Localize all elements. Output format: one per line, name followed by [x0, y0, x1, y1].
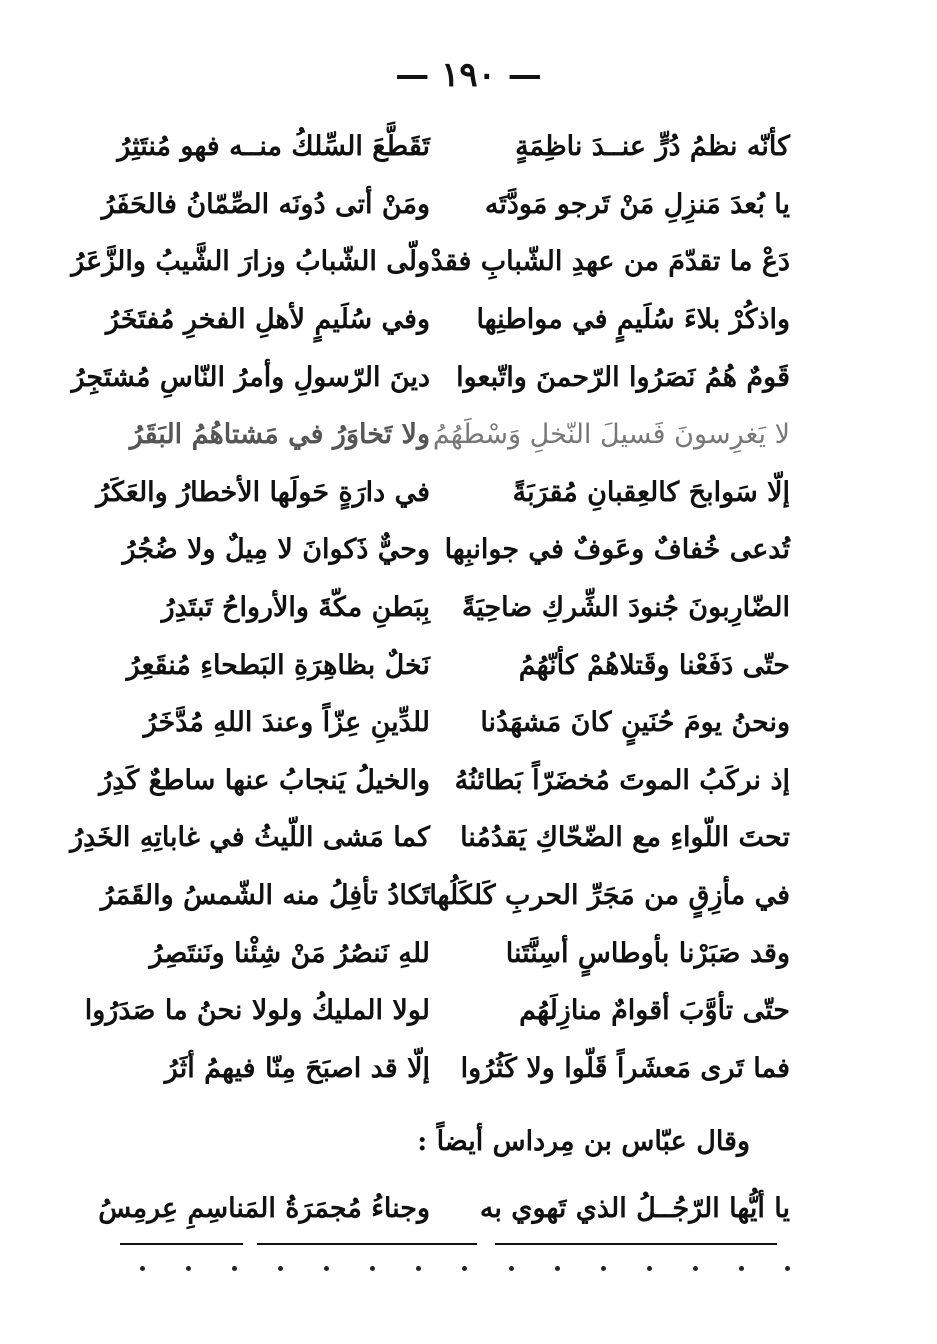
verse-first-hemistich: إلّا سَوابحَ كالعِقبانِ مُقرَبَةً: [512, 476, 790, 508]
verse-row: [100, 867, 790, 925]
poem: [70, 118, 790, 1097]
dot: [555, 1266, 560, 1271]
verse-first-hemistich: يا أيُّها الرّجُــلُ الذي تَهوي به: [479, 1192, 790, 1224]
verse-first-hemistich: يا بُعدَ مَنزِلِ مَنْ تَرجو مَودَّتَه: [484, 188, 790, 220]
verse-row: [105, 291, 790, 349]
verse-first-hemistich: لا يَغرِسونَ فَسيلَ النّخلِ وَسْطَهُمُ: [432, 419, 790, 451]
verse-row: [70, 809, 790, 867]
verse-first-hemistich: قَومٌ هُمُ نَصَرُوا الرّحمنَ واتّبعوا: [456, 361, 790, 393]
dot: [693, 1266, 698, 1271]
verse-second-hemistich: كما مَشى اللّيثُ في غاباتِهِ الخَدِرُ: [70, 822, 430, 854]
verse-second-hemistich: دينَ الرّسولِ وأمرُ النّاسِ مُشتَجِرُ: [71, 361, 430, 393]
dot: [739, 1266, 744, 1271]
dot: [509, 1266, 514, 1271]
dot: [324, 1266, 329, 1271]
verse-row: [110, 406, 790, 464]
verse-row: [110, 1040, 790, 1098]
verse-first-hemistich: واذكُرْ بلاءَ سُلَيمٍ في مواطنِها: [476, 304, 790, 336]
verse-second-hemistich: وفي سُلَيمٍ لأهلِ الفخرِ مُفتَخَرُ: [105, 304, 430, 336]
verse-second-hemistich: إلّا قد اصبَحَ مِنّا فيهمُ أثَرُ: [164, 1052, 430, 1084]
verse-row: [99, 752, 790, 810]
verse-second-hemistich: والخيلُ يَنجابُ عنها ساطعٌ كَدِرُ: [99, 764, 430, 796]
verse-second-hemistich: للدِّينِ عِزّاً وعندَ اللهِ مُدَّخَرُ: [143, 707, 430, 739]
dot: [416, 1266, 421, 1271]
verse-second-hemistich: ولا تَخاوَرُ في مَشتاهُمُ البَقَرُ: [129, 419, 430, 451]
poem-introduction: وقال عبّاس بن مِرداس أيضاً :: [417, 1126, 750, 1157]
verse-second-hemistich: وحيٌّ ذَكوانَ لا مِيلٌ ولا ضُجُرُ: [122, 534, 430, 566]
verse-second-hemistich: للهِ نَنصُرُ مَنْ شِئْنا ونَنتَصِرُ: [149, 937, 430, 969]
dot: [647, 1266, 652, 1271]
verse-second-hemistich: لولا المليكُ ولولا نحنُ ما صَدَرُوا: [84, 995, 430, 1027]
verse-second-hemistich: ومَنْ أتى دُونَه الصِّمّانُ فالحَفَرُ: [101, 188, 430, 220]
verse-first-hemistich: حتّى دَفَعْنا وقَتلاهُمْ كأنّهُمُ: [518, 649, 790, 681]
page-number: — ١٩٠ —: [395, 55, 542, 95]
verse-row: [96, 464, 790, 522]
verse-row: [71, 348, 790, 406]
verse-second-hemistich: تَقَطَّعَ السِّلكُ منــه فهو مُنتَثِرُ: [117, 131, 430, 163]
verse-row: [71, 233, 790, 291]
verse-second-hemistich: نَخلٌ بظاهِرَةِ البَطحاءِ مُنقَعِرُ: [126, 649, 430, 681]
footer-dots: [140, 1266, 790, 1271]
verse-first-hemistich: دَعْ ما تقدّمَ من عهدِ الشّبابِ فقدْ: [430, 246, 790, 278]
dot: [785, 1266, 790, 1271]
verse-row: [110, 924, 790, 982]
verse-first-hemistich: إذ نركَبُ الموتَ مُخضَرّاً بَطائنُهُ: [454, 764, 790, 796]
verse-first-hemistich: حتّى تأوَّبَ أقوامٌ منازِلَهُم: [519, 995, 790, 1027]
verse-first-hemistich: في مأزِقٍ من مَجَرِّ الحربِ كَلكَلُها: [429, 880, 790, 912]
verse-first-hemistich: ونحنُ يومَ حُنَينٍ كانَ مَشهَدُنا: [480, 707, 790, 739]
verse-second-hemistich: تَكادُ تأفِلُ منه الشّمسُ والقَمَرُ: [100, 880, 430, 912]
verse-first-hemistich: كأنّه نظمُ دُرٍّ عنــدَ ناظِمَةٍ: [515, 131, 790, 163]
verse-first-hemistich: وقد صَبَرْنا بأوطاسٍ أسِنَّتَنا: [505, 937, 790, 969]
verse-row: [110, 636, 790, 694]
dot: [232, 1266, 237, 1271]
verse-first-hemistich: الضّارِبونَ جُنودَ الشِّركِ ضاحِيَةً: [461, 592, 790, 624]
dot: [601, 1266, 606, 1271]
footer-rule: [257, 1243, 477, 1245]
verse-row: [98, 1184, 790, 1232]
verse-row: [110, 694, 790, 752]
footer-rule: [495, 1243, 777, 1245]
dot: [370, 1266, 375, 1271]
verse-row: [110, 521, 790, 579]
verse-first-hemistich: تُدعى خُفافٌ وعَوفٌ في جوانبِها: [444, 534, 790, 566]
verse-row: [101, 176, 790, 234]
verse-second-hemistich: ولّى الشّبابُ وزارَ الشَّيبُ والزَّعَرُ: [71, 246, 430, 278]
dot: [186, 1266, 191, 1271]
verse-first-hemistich: تحتَ اللّواءِ مع الضّحّاكِ يَقدُمُنا: [460, 822, 790, 854]
verse-row: [84, 982, 790, 1040]
dot: [278, 1266, 283, 1271]
verse-first-hemistich: فما تَرى مَعشَراً قَلّوا ولا كَثُرُوا: [460, 1052, 790, 1084]
verse-second-hemistich: بِبَطنِ مكّةَ والأرواحُ تَبتَدِرُ: [161, 592, 430, 624]
verse-row: [110, 579, 790, 637]
verse-row: [110, 118, 790, 176]
footer-rule: [120, 1243, 243, 1245]
dot: [140, 1266, 145, 1271]
dot: [462, 1266, 467, 1271]
verse-second-hemistich: في دارَةٍ حَولَها الأخطارُ والعَكَرُ: [96, 476, 430, 508]
verse-second-hemistich: وجناءُ مُجمَرَةُ المَناسِمِ عِرمِسُ: [98, 1192, 430, 1224]
